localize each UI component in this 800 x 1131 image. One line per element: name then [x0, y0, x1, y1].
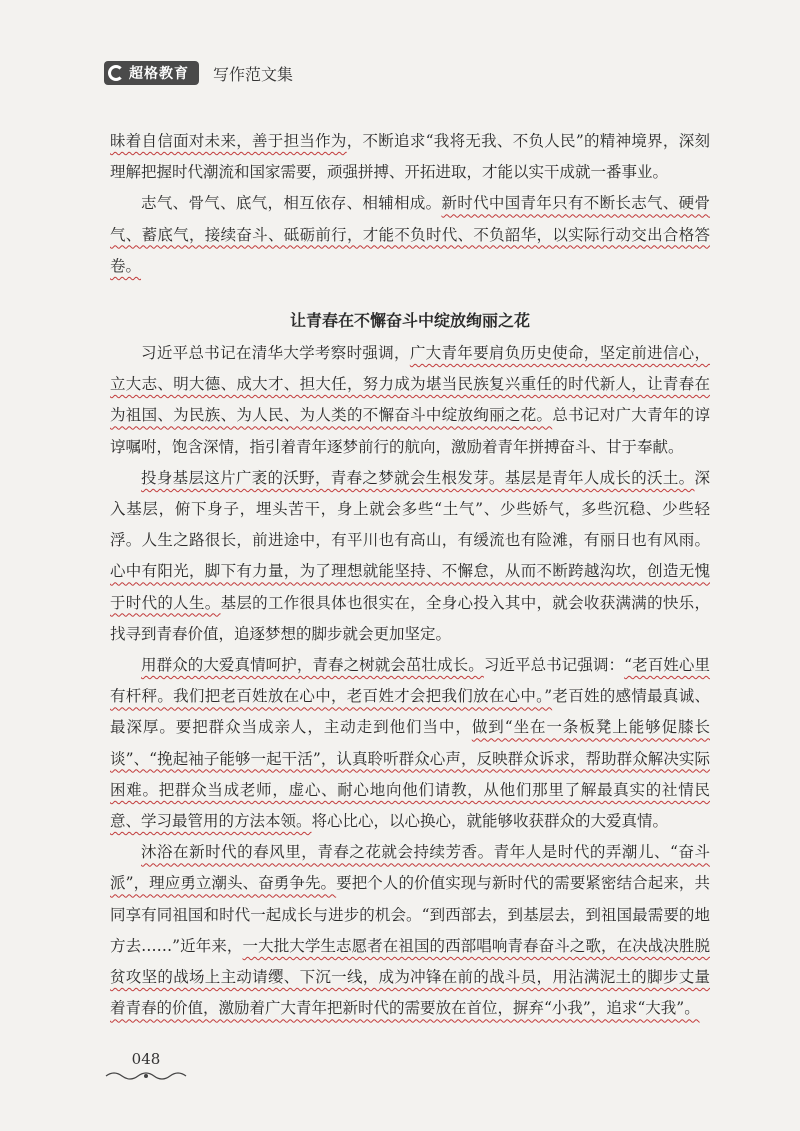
paragraph-text: 老百姓的感情最真诚、最深厚。要把群众当成亲人，主动走到他们当中，	[110, 687, 710, 737]
paragraph-text: 深入基层，俯下身子，埋头苦干，身上就会多些“土气”、少些娇气，多些沉稳、少些轻浮。人生之路很长，前进途中，有平川也有高山，有缓流也有险滩，有丽日也有风雨。	[110, 468, 710, 550]
article-body	[110, 126, 710, 1024]
book-title: 写作范文集	[213, 64, 294, 84]
paragraph-1	[110, 126, 710, 188]
underlined-text: 心中有阳光，脚下有力量，为了理想就能坚持、不懈怠，从而不断跨越沟坎，创造无愧于时代的人生。	[110, 562, 710, 612]
ornament-icon	[104, 1070, 188, 1082]
paragraph-text: 将心比心，以心换心，就能够收获群众的大爱真情。	[311, 812, 669, 831]
paragraph-5	[110, 650, 710, 837]
paragraph-text: 习近平总书记强调：	[483, 656, 625, 675]
logo-mark-icon	[108, 65, 124, 81]
underlined-text: 昧着自信面对未来，善于担当作为	[110, 132, 347, 150]
logo	[104, 61, 199, 85]
underlined-text: 新时代中国青年只有不断长志气、硬骨气、蓄底气，接续奋斗、砥砺前行，才能不负时代、不负韶华，以实际行动交出合格答卷。	[110, 194, 710, 275]
section-heading: 让青春在不懈奋斗中绽放绚丽之花	[289, 311, 530, 331]
paragraph-text: ，不断追求“我将无我、不负人民”的精神境界，深刻理解把握时代潮流和国家需要，顽强拼搏、开拓进取，才能以实干成就一番事业。	[110, 132, 710, 182]
paragraph-6	[110, 837, 710, 1024]
paragraph-text: 基层的工作很具体也很实在，全身心投入其中，就会收获满满的快乐，找寻到青春价值，追逐梦想的脚步就会更加坚定。	[110, 593, 710, 643]
paragraph-3	[110, 338, 710, 463]
page-number: 048	[131, 1050, 161, 1068]
underlined-text: 广大青年要肩负历史使命，坚定前进信心，立大志、明大德、成大才、担大任，努力成为堪当民族复兴重任的时代新人，让青春在为祖国、为民族、为人民、为人类的不懈奋斗中绽放绚丽之花。	[110, 344, 710, 425]
paragraph-text: 志气、骨气、底气，相互依存、相辅相成。	[141, 194, 442, 213]
underlined-text: 投身基层这片广袤的沃野，青春之梦就会生根发芽。基层是青年人成长的沃土。	[141, 468, 695, 487]
logo-text: 超格教育	[129, 66, 189, 82]
page-header	[104, 60, 293, 86]
paragraph-text: 习近平总书记在清华大学考察时强调，	[141, 344, 410, 363]
underlined-text: 一大批大学生志愿者在祖国的西部唱响青春奋斗之歌，在决战决胜脱贫攻坚的战场上主动请缨、下沉一线，成为冲锋在前的战斗员，用沾满泥土的脚步丈量着青春的价值，激励着广大青年把新时代的需要放在首位，摒弃“小我”，追求“大我”。	[110, 936, 710, 1018]
underlined-text: 做到“坐在一条板凳上能够促膝长谈”、“挽起袖子能够一起干活”，认真聆听群众心声，反映群众诉求，帮助群众解决实际困难。把群众当成老师，虚心、耐心地向他们请教，从他们那里了解最真实的社情民意、学习最管用的方法本领。	[110, 718, 710, 831]
paragraph-4	[110, 463, 710, 650]
page-footer	[104, 1050, 188, 1082]
paragraph-text: 总书记对广大青年的谆谆嘱咐，饱含深情，指引着青年逐梦前行的航向，激励着青年拼搏奋斗、甘于奉献。	[110, 406, 710, 456]
paragraph-text: 要把个人的价值实现与新时代的需要紧密结合起来，共同享有同祖国和时代一起成长与进步的机会。“到西部去，到基层去，到祖国最需要的地方去……”近年来，	[110, 874, 710, 955]
underlined-text: 沐浴在新时代的春风里，青春之花就会持续芳香。青年人是时代的弄潮儿、“奋斗派”，理应勇立潮头、奋勇争先。	[110, 843, 710, 893]
underlined-text: “老百姓心里有杆秤。我们把老百姓放在心中，老百姓才会把我们放在心中。”	[110, 656, 710, 706]
underlined-text: 用群众的大爱真情呵护，青春之树就会茁壮成长。	[141, 656, 484, 675]
paragraph-2	[110, 188, 710, 282]
